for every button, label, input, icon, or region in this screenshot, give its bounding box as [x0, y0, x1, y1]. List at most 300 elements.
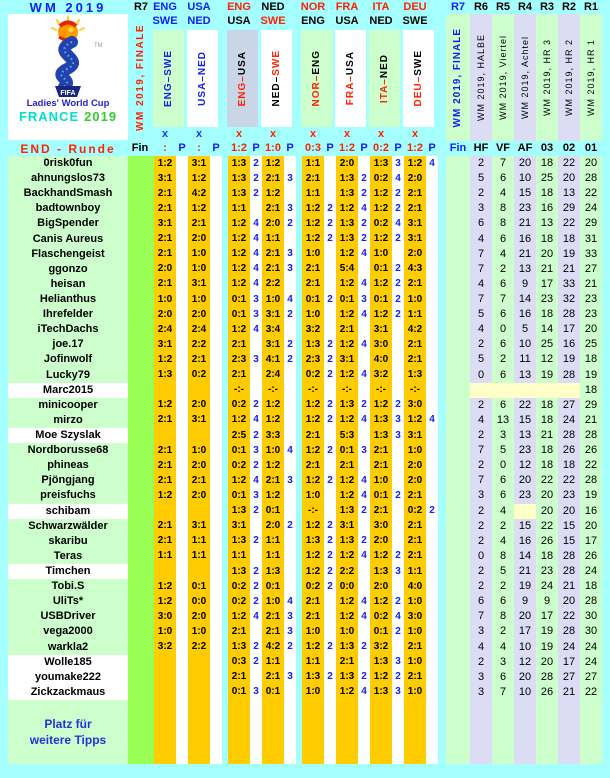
round-result-cell: 7 — [492, 292, 514, 307]
tip-cell: 2:1 — [228, 368, 250, 383]
footer-stripe — [284, 700, 296, 764]
tip-points-cell — [176, 337, 188, 352]
fin-result-cell — [446, 232, 470, 247]
round-result-cell: 9 — [514, 594, 536, 609]
tip-cell: 2:1 — [302, 458, 324, 473]
tip-cell: 2:1 — [262, 201, 284, 216]
tip-points-cell — [284, 383, 296, 398]
tip-cell: 1:3 — [370, 428, 392, 443]
tip-cell: 1:2 — [302, 201, 324, 216]
player-name-cell: Canis Aureus — [8, 232, 128, 247]
tip-cell: 1:3 — [302, 670, 324, 685]
tip-points-cell — [284, 534, 296, 549]
player-name-cell: Lucky79 — [8, 368, 128, 383]
tip-points-cell — [358, 564, 370, 579]
player-row — [0, 171, 610, 186]
tip-cell: 2:1 — [302, 262, 324, 277]
tip-points-cell — [426, 473, 438, 488]
tip-points-cell — [176, 609, 188, 624]
stage-header: 01 — [584, 142, 598, 154]
tip-cell: 1:2 — [302, 473, 324, 488]
tip-cell: 1:1 — [404, 564, 426, 579]
round-result-cell: 22 — [558, 216, 580, 231]
fin-tip-cell — [128, 201, 154, 216]
player-name-cell: heisan — [8, 277, 128, 292]
tip-cell: 2:1 — [336, 322, 358, 337]
tip-points-cell: 3 — [284, 473, 296, 488]
tip-cell: 0:2 — [188, 368, 210, 383]
match-team2-label: USA — [335, 14, 359, 27]
tip-points-cell: 3 — [284, 247, 296, 262]
round-result-cell: 6 — [470, 216, 492, 231]
round-result-cell: 14 — [536, 322, 558, 337]
round-result-cell: 6 — [492, 473, 514, 488]
tip-cell: 2:1 — [154, 458, 176, 473]
tip-points-cell: 3 — [392, 428, 404, 443]
round-result-cell: 28 — [536, 670, 558, 685]
footer-stripe — [370, 700, 392, 764]
match-team2-label: NED — [187, 14, 211, 27]
fin-result-cell — [446, 337, 470, 352]
tip-cell: 1:3 — [370, 413, 392, 428]
tip-points-cell: 2 — [358, 216, 370, 231]
player-row — [0, 413, 610, 428]
round-result-cell: 3 — [470, 670, 492, 685]
tip-points-cell: 4 — [250, 322, 262, 337]
tip-cell: -:- — [228, 383, 250, 398]
tip-cell: 0:2 — [302, 368, 324, 383]
tip-points-cell: 4 — [250, 277, 262, 292]
tip-cell: 1:3 — [336, 534, 358, 549]
round-result-cell: 20 — [514, 156, 536, 171]
tip-cell: 3:0 — [370, 337, 392, 352]
tip-cell: 1:0 — [262, 443, 284, 458]
round-result-cell: 17 — [514, 624, 536, 639]
match-vertical-label: FRA–USA — [335, 30, 366, 127]
round-result-cell: 15 — [558, 519, 580, 534]
logo-title — [19, 110, 117, 123]
tip-points-cell — [210, 398, 222, 413]
fin-result-cell — [446, 428, 470, 443]
tip-points-cell — [210, 488, 222, 503]
round-result-cell: 22 — [536, 473, 558, 488]
points-header: P — [360, 142, 368, 154]
round-result-cell: 20 — [580, 519, 602, 534]
tip-points-cell — [176, 594, 188, 609]
tip-cell: 3:1 — [336, 352, 358, 367]
tip-points-cell — [210, 413, 222, 428]
round-result-cell: 20 — [580, 322, 602, 337]
tip-cell: 0:1 — [188, 579, 210, 594]
tip-cell: 1:2 — [262, 186, 284, 201]
footer-stripe — [250, 700, 262, 764]
footer-stripe — [470, 700, 492, 764]
tip-cell: 1:3 — [302, 534, 324, 549]
tip-points-cell — [176, 413, 188, 428]
player-row — [0, 398, 610, 413]
tip-cell: 3:1 — [404, 232, 426, 247]
tip-cell: 2:2 — [188, 640, 210, 655]
round-result-cell: 17 — [558, 655, 580, 670]
match-team1-label: ITA — [372, 0, 390, 13]
tip-points-cell — [426, 337, 438, 352]
tip-points-cell — [250, 670, 262, 685]
footer-stripe — [392, 700, 404, 764]
round-result-cell: 29 — [580, 398, 602, 413]
player-name-cell: mirzo — [8, 413, 128, 428]
tip-points-cell — [324, 262, 336, 277]
tip-cell: 2:0 — [404, 473, 426, 488]
player-row — [0, 201, 610, 216]
round-result-cell: 13 — [492, 413, 514, 428]
match-team1-label: NOR — [300, 0, 326, 13]
fin-result-cell — [446, 640, 470, 655]
round-result-cell: 21 — [580, 413, 602, 428]
tip-points-cell: 2 — [324, 337, 336, 352]
round-result-cell: 13 — [514, 428, 536, 443]
round-result-cell: 13 — [514, 262, 536, 277]
player-row — [0, 685, 610, 700]
tip-cell: 1:0 — [404, 443, 426, 458]
tip-cell: 1:2 — [154, 352, 176, 367]
fin-tip-cell — [128, 186, 154, 201]
tip-points-cell — [358, 156, 370, 171]
tip-points-cell — [210, 383, 222, 398]
tip-cell: 1:2 — [370, 201, 392, 216]
round-result-cell: 11 — [514, 352, 536, 367]
tip-cell: 1:3 — [228, 640, 250, 655]
round-result-cell: 12 — [536, 352, 558, 367]
fin-tip-cell — [128, 549, 154, 564]
match-vertical-label: ENG–USA — [227, 30, 258, 127]
tip-cell: 1:2 — [336, 473, 358, 488]
tip-points-cell — [426, 443, 438, 458]
tip-points-cell — [358, 624, 370, 639]
tip-points-cell: 2 — [324, 519, 336, 534]
tip-cell — [188, 685, 210, 700]
match-played-mark: x — [309, 127, 317, 140]
tip-cell: 0:1 — [262, 504, 284, 519]
fin-tip-cell — [128, 534, 154, 549]
round-result-cell: 20 — [580, 156, 602, 171]
tip-cell: 2:1 — [154, 232, 176, 247]
round-result-cell: 16 — [558, 337, 580, 352]
tip-cell: 0:3 — [228, 655, 250, 670]
round-result-cell: 5 — [492, 564, 514, 579]
player-row — [0, 655, 610, 670]
round-result-cell: 2 — [470, 564, 492, 579]
fin-tip-cell — [128, 352, 154, 367]
tip-points-cell — [210, 262, 222, 277]
player-name-cell: BigSpender — [8, 216, 128, 231]
tip-points-cell — [176, 368, 188, 383]
round-result-cell: 24 — [558, 640, 580, 655]
tip-cell: 1:1 — [262, 534, 284, 549]
round-column-label: R6 — [473, 0, 489, 13]
tip-cell — [188, 428, 210, 443]
round-result-cell: 5 — [470, 307, 492, 322]
match-vertical-label: ENG–SWE — [153, 30, 184, 127]
tip-cell: 2:1 — [154, 519, 176, 534]
round-result-cell: 2 — [470, 428, 492, 443]
tip-cell: 3:2 — [302, 322, 324, 337]
fin-result-cell — [446, 564, 470, 579]
tip-cell: 0:1 — [228, 443, 250, 458]
tip-points-cell — [426, 579, 438, 594]
fin-result-cell — [446, 655, 470, 670]
tip-cell: 1:2 — [336, 368, 358, 383]
player-row — [0, 277, 610, 292]
fin-header-right: Fin — [449, 142, 467, 154]
tip-points-cell — [176, 564, 188, 579]
tip-cell: 1:3 — [262, 564, 284, 579]
tip-cell: 2:0 — [336, 156, 358, 171]
fin-tip-cell — [128, 640, 154, 655]
player-row — [0, 322, 610, 337]
round-result-cell: 21 — [558, 685, 580, 700]
player-name-cell: Zickzackmaus — [8, 685, 128, 700]
tip-points-cell — [392, 368, 404, 383]
tip-cell: -:- — [302, 504, 324, 519]
tip-points-cell: 3 — [250, 292, 262, 307]
tip-points-cell — [176, 473, 188, 488]
tip-cell: 4:2 — [404, 322, 426, 337]
round-result-cell: 2 — [470, 398, 492, 413]
tip-points-cell — [426, 519, 438, 534]
tip-cell: 1:2 — [154, 488, 176, 503]
fin-tip-cell — [128, 413, 154, 428]
round-result-cell: 19 — [514, 579, 536, 594]
round-result-cell: 26 — [536, 534, 558, 549]
round-result-cell: 2 — [492, 624, 514, 639]
tip-cell: 2:0 — [188, 458, 210, 473]
player-name-cell: BackhandSmash — [8, 186, 128, 201]
round-result-cell: 19 — [536, 368, 558, 383]
tip-cell: 1:0 — [404, 685, 426, 700]
tip-cell: 1:0 — [302, 307, 324, 322]
match-result-header: 1:0 — [265, 142, 281, 154]
footer-stripe — [176, 700, 188, 764]
round-result-cell: 24 — [580, 201, 602, 216]
tip-cell: 1:0 — [154, 624, 176, 639]
player-row — [0, 262, 610, 277]
tip-cell — [154, 685, 176, 700]
round-result-cell: 10 — [514, 171, 536, 186]
tip-points-cell — [392, 322, 404, 337]
round-result-cell: 6 — [492, 232, 514, 247]
match-played-mark: x — [161, 127, 169, 140]
tip-cell: 2:4 — [188, 322, 210, 337]
tip-cell — [188, 504, 210, 519]
match-vertical-label: NED–SWE — [261, 30, 292, 127]
round-result-cell: 2 — [470, 186, 492, 201]
tip-points-cell — [392, 443, 404, 458]
round-result-cell: 22 — [558, 609, 580, 624]
tip-points-cell: 2 — [324, 413, 336, 428]
tip-points-cell — [324, 383, 336, 398]
tip-cell: 1:2 — [154, 156, 176, 171]
tip-cell: 1:2 — [336, 685, 358, 700]
tip-cell: 2:1 — [262, 171, 284, 186]
tip-cell: 2:1 — [302, 609, 324, 624]
tip-points-cell — [392, 247, 404, 262]
round-result-cell: 29 — [558, 201, 580, 216]
fin-tip-cell — [128, 262, 154, 277]
round-result-cell: 13 — [536, 216, 558, 231]
tip-cell: 1:3 — [370, 655, 392, 670]
tip-points-cell: 3 — [284, 670, 296, 685]
tip-points-cell — [210, 655, 222, 670]
round-result-cell: 18 — [558, 232, 580, 247]
round-result-cell: 26 — [536, 685, 558, 700]
tip-points-cell: 4 — [250, 247, 262, 262]
tip-cell: 1:2 — [228, 609, 250, 624]
tip-cell: 2:0 — [262, 216, 284, 231]
tip-points-cell — [250, 201, 262, 216]
player-name-cell: Schwarzwälder — [8, 519, 128, 534]
tip-points-cell — [210, 519, 222, 534]
tip-points-cell — [210, 186, 222, 201]
round-result-cell: 32 — [558, 292, 580, 307]
round-result-cell: 28 — [558, 428, 580, 443]
logo-subtitle: Ladies' World Cup — [26, 98, 110, 109]
tip-points-cell: 3 — [250, 488, 262, 503]
footer-stripe — [426, 700, 438, 764]
tip-cell: 3:1 — [336, 519, 358, 534]
fin-result-cell — [446, 549, 470, 564]
tip-cell: 2:1 — [228, 337, 250, 352]
round-result-cell — [558, 383, 580, 398]
tip-cell: 2:1 — [188, 216, 210, 231]
tip-points-cell — [358, 322, 370, 337]
round-result-cell: 27 — [558, 670, 580, 685]
round-result-cell: 14 — [514, 292, 536, 307]
match-vertical-label: USA–NED — [187, 30, 218, 127]
tip-points-cell: 4 — [358, 609, 370, 624]
tip-cell: 0:1 — [302, 292, 324, 307]
round-result-cell: 20 — [536, 504, 558, 519]
round-column-label: R5 — [495, 0, 511, 13]
tip-cell: 2:2 — [336, 564, 358, 579]
tip-cell: 2:1 — [262, 609, 284, 624]
round-result-cell: 18 — [536, 398, 558, 413]
player-name-cell: Marc2015 — [8, 383, 128, 398]
tip-cell: 0:2 — [370, 609, 392, 624]
tip-cell: 2:1 — [404, 640, 426, 655]
tip-cell: 2:1 — [370, 458, 392, 473]
player-row — [0, 473, 610, 488]
tip-cell: 2:1 — [228, 624, 250, 639]
round-result-cell: 0 — [470, 368, 492, 383]
footer-stripe — [154, 700, 176, 764]
tip-cell: 1:0 — [188, 292, 210, 307]
tip-points-cell — [358, 579, 370, 594]
round-result-cell: 6 — [492, 277, 514, 292]
tip-points-cell: 2 — [324, 549, 336, 564]
tip-cell: 4:2 — [188, 186, 210, 201]
tip-cell: 1:0 — [336, 624, 358, 639]
tip-cell: 0:0 — [188, 594, 210, 609]
tip-cell: 2:1 — [370, 504, 392, 519]
tip-cell: 2:0 — [188, 398, 210, 413]
tip-points-cell — [358, 655, 370, 670]
tip-points-cell — [250, 337, 262, 352]
tip-cell: 4:0 — [404, 579, 426, 594]
tip-cell: 5:4 — [336, 262, 358, 277]
round-result-cell: 19 — [558, 247, 580, 262]
tip-cell: 0:1 — [370, 624, 392, 639]
fin-tip-cell — [128, 609, 154, 624]
round-result-cell: 20 — [514, 609, 536, 624]
tip-points-cell — [176, 277, 188, 292]
tip-points-cell: 2 — [250, 186, 262, 201]
player-row — [0, 579, 610, 594]
round-result-cell: 21 — [558, 579, 580, 594]
player-name-cell: skaribu — [8, 534, 128, 549]
round-result-cell: 23 — [514, 443, 536, 458]
tip-points-cell — [324, 322, 336, 337]
tip-cell: 1:2 — [302, 443, 324, 458]
tip-cell: 2:1 — [404, 670, 426, 685]
player-name-cell: joe.17 — [8, 337, 128, 352]
player-row — [0, 337, 610, 352]
round-result-cell: 23 — [580, 292, 602, 307]
tip-points-cell — [392, 504, 404, 519]
round-result-cell: 17 — [558, 322, 580, 337]
tip-cell: 2:1 — [404, 519, 426, 534]
fin-result-cell — [446, 534, 470, 549]
tip-cell: 2:1 — [154, 201, 176, 216]
round-result-cell: 8 — [492, 201, 514, 216]
round-result-cell: 6 — [492, 594, 514, 609]
tip-cell: 3:1 — [154, 216, 176, 231]
tip-points-cell — [210, 307, 222, 322]
tip-points-cell: 4 — [358, 473, 370, 488]
tip-points-cell — [426, 216, 438, 231]
tip-cell: 1:2 — [302, 232, 324, 247]
tip-points-cell — [324, 171, 336, 186]
tip-points-cell — [324, 186, 336, 201]
round-result-cell: 4 — [470, 413, 492, 428]
match-vertical-label: ITA–NED — [369, 30, 400, 127]
tip-points-cell — [426, 186, 438, 201]
player-name-cell: iTechDachs — [8, 322, 128, 337]
round-result-cell: 25 — [580, 337, 602, 352]
tip-points-cell — [176, 488, 188, 503]
round-result-cell: 33 — [558, 277, 580, 292]
tip-points-cell: 3 — [392, 156, 404, 171]
round-result-cell: 8 — [492, 549, 514, 564]
tip-cell: 4:0 — [370, 352, 392, 367]
tip-points-cell — [210, 216, 222, 231]
player-name-cell: Ihrefelder — [8, 307, 128, 322]
tip-cell: 2:0 — [404, 247, 426, 262]
tip-cell: 0:1 — [262, 579, 284, 594]
tip-points-cell — [284, 428, 296, 443]
player-row — [0, 504, 610, 519]
tip-cell: 0:1 — [370, 262, 392, 277]
tip-cell: 2:1 — [154, 186, 176, 201]
tip-points-cell: 2 — [284, 640, 296, 655]
tip-cell: 2:1 — [404, 201, 426, 216]
tip-cell: 2:1 — [302, 594, 324, 609]
tip-cell: 1:1 — [262, 549, 284, 564]
tip-points-cell — [176, 201, 188, 216]
tip-cell: 2:1 — [188, 473, 210, 488]
tip-points-cell: 2 — [324, 534, 336, 549]
tip-cell: 1:2 — [336, 307, 358, 322]
tip-cell: 5:3 — [336, 428, 358, 443]
